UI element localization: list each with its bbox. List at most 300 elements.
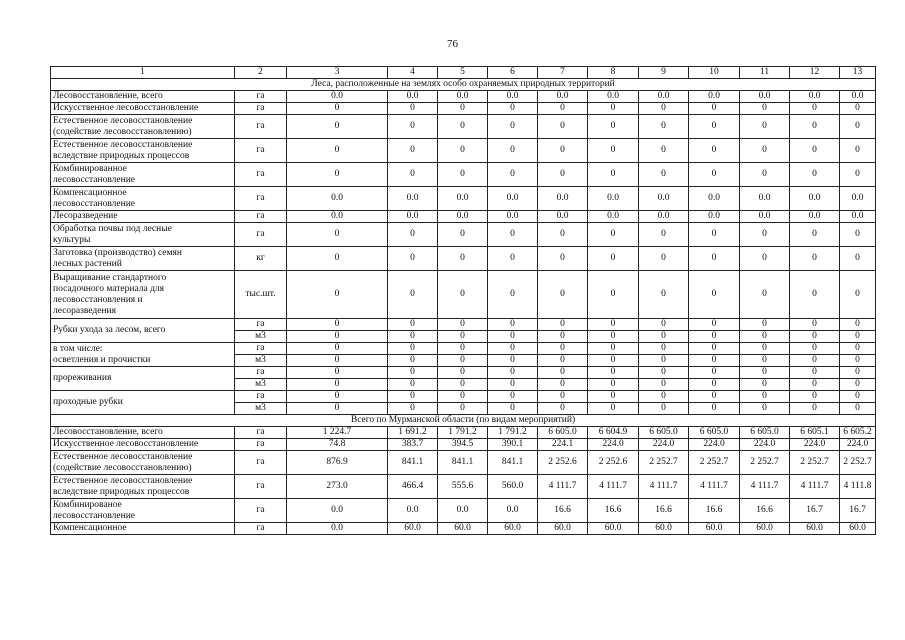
- table-row: [51, 103, 876, 115]
- table-row: [51, 367, 876, 379]
- value-cell: 16.6: [588, 499, 639, 523]
- value-cell: 0: [588, 319, 639, 331]
- value-cell: 0: [588, 223, 639, 247]
- table-row: [51, 115, 876, 139]
- value-cell: 466.4: [388, 475, 438, 499]
- value-cell: 6 605.1: [790, 427, 840, 439]
- value-cell: 60.0: [689, 523, 740, 535]
- value-cell: 0.0: [790, 91, 840, 103]
- column-number: 6: [488, 67, 538, 79]
- value-cell: 4 111.7: [689, 475, 740, 499]
- table-row: [51, 187, 876, 211]
- value-cell: 0: [840, 355, 876, 367]
- value-cell: 0: [388, 163, 438, 187]
- value-cell: 0.0: [488, 499, 538, 523]
- value-cell: 0: [488, 343, 538, 355]
- value-cell: 224.0: [588, 439, 639, 451]
- value-cell: 1 791.2: [438, 427, 488, 439]
- row-label-line: (содействие лесовосстановлению): [53, 126, 192, 137]
- row-label: [51, 343, 235, 367]
- value-cell: 841.1: [388, 451, 438, 475]
- value-cell: 0: [287, 247, 388, 271]
- value-cell: 0: [488, 403, 538, 415]
- unit-cell: га: [235, 319, 287, 331]
- row-label-line: проходные рубки: [53, 397, 123, 407]
- value-cell: 0: [639, 379, 689, 391]
- value-cell: 0: [438, 391, 488, 403]
- value-cell: 0.0: [639, 211, 689, 223]
- value-cell: 224.0: [790, 439, 840, 451]
- unit-cell: м3: [235, 379, 287, 391]
- column-number: 2: [235, 67, 287, 79]
- row-label-line: лесовосстановление: [53, 174, 136, 185]
- value-cell: 0: [488, 367, 538, 379]
- value-cell: 0: [438, 367, 488, 379]
- value-cell: 6 604.9: [588, 427, 639, 439]
- value-cell: 0: [840, 331, 876, 343]
- column-number: 13: [840, 67, 876, 79]
- value-cell: 0: [639, 271, 689, 319]
- column-number-row: [51, 67, 876, 79]
- column-number: 3: [287, 67, 388, 79]
- value-cell: 0: [588, 115, 639, 139]
- value-cell: 0: [840, 379, 876, 391]
- value-cell: 16.6: [689, 499, 740, 523]
- value-cell: 0: [588, 391, 639, 403]
- value-cell: 0: [790, 115, 840, 139]
- value-cell: 560.0: [488, 475, 538, 499]
- value-cell: 0: [840, 343, 876, 355]
- value-cell: 0: [840, 139, 876, 163]
- value-cell: 0: [538, 367, 588, 379]
- value-cell: 0: [689, 247, 740, 271]
- row-label-line: лесных растений: [53, 258, 122, 269]
- row-label: [51, 211, 235, 223]
- row-label: [51, 523, 235, 535]
- unit-cell: га: [235, 91, 287, 103]
- value-cell: 0: [790, 391, 840, 403]
- value-cell: 0.0: [538, 211, 588, 223]
- value-cell: 0: [438, 271, 488, 319]
- value-cell: 0.0: [488, 187, 538, 211]
- value-cell: 0: [388, 271, 438, 319]
- value-cell: 0: [740, 331, 790, 343]
- value-cell: 0: [488, 247, 538, 271]
- value-cell: 0: [588, 379, 639, 391]
- value-cell: 0: [388, 319, 438, 331]
- value-cell: 273.0: [287, 475, 388, 499]
- value-cell: 0: [438, 343, 488, 355]
- value-cell: 16.6: [538, 499, 588, 523]
- row-label-line: осветления и прочистки: [53, 354, 151, 365]
- forest-activities-table: [50, 66, 876, 535]
- value-cell: 0: [639, 355, 689, 367]
- value-cell: 16.6: [639, 499, 689, 523]
- row-label: [51, 247, 235, 271]
- value-cell: 0: [790, 163, 840, 187]
- value-cell: 6 605.0: [740, 427, 790, 439]
- value-cell: 0: [840, 391, 876, 403]
- value-cell: 0: [488, 379, 538, 391]
- value-cell: 0: [287, 331, 388, 343]
- value-cell: 0: [790, 319, 840, 331]
- value-cell: 0: [287, 403, 388, 415]
- row-label-line: Обработка почвы под лесные: [53, 223, 172, 234]
- row-label: [51, 451, 235, 475]
- value-cell: 0: [538, 103, 588, 115]
- table-row: [51, 91, 876, 103]
- value-cell: 0: [740, 163, 790, 187]
- value-cell: 0.0: [438, 91, 488, 103]
- table-row: [51, 523, 876, 535]
- value-cell: 0: [588, 343, 639, 355]
- value-cell: 0.0: [488, 91, 538, 103]
- value-cell: 0: [588, 331, 639, 343]
- unit-cell: га: [235, 223, 287, 247]
- column-number: 8: [588, 67, 639, 79]
- column-number: 9: [639, 67, 689, 79]
- section-title-row: [51, 79, 876, 91]
- value-cell: 60.0: [538, 523, 588, 535]
- value-cell: 0: [588, 103, 639, 115]
- row-label-line: (содействие лесовосстановлению): [53, 462, 192, 473]
- value-cell: 60.0: [588, 523, 639, 535]
- value-cell: 0.0: [840, 91, 876, 103]
- value-cell: 0: [790, 103, 840, 115]
- value-cell: 4 111.7: [790, 475, 840, 499]
- value-cell: 0: [488, 139, 538, 163]
- row-label: [51, 139, 235, 163]
- value-cell: 0: [538, 403, 588, 415]
- value-cell: 0: [639, 247, 689, 271]
- row-label-line: Комбинированое: [53, 499, 122, 510]
- value-cell: 0: [740, 139, 790, 163]
- value-cell: 4 111.7: [639, 475, 689, 499]
- value-cell: 0: [438, 331, 488, 343]
- table-row: [51, 223, 876, 247]
- value-cell: 0: [287, 271, 388, 319]
- column-number: 5: [438, 67, 488, 79]
- value-cell: 0.0: [488, 211, 538, 223]
- value-cell: 0: [388, 223, 438, 247]
- unit-cell: га: [235, 139, 287, 163]
- row-label-line: лесовосстановление: [53, 510, 136, 521]
- value-cell: 6 605.2: [840, 427, 876, 439]
- value-cell: 0: [639, 103, 689, 115]
- value-cell: 0: [740, 223, 790, 247]
- value-cell: 841.1: [488, 451, 538, 475]
- value-cell: 0: [689, 343, 740, 355]
- value-cell: 4 111.7: [740, 475, 790, 499]
- value-cell: 0: [287, 163, 388, 187]
- row-label-line: вследствие природных процессов: [53, 150, 190, 161]
- value-cell: 0: [287, 343, 388, 355]
- value-cell: 0: [790, 355, 840, 367]
- row-label-line: Лесовосстановление, всего: [53, 427, 163, 437]
- row-label-line: культуры: [53, 234, 91, 245]
- value-cell: 4 111.7: [588, 475, 639, 499]
- unit-cell: га: [235, 475, 287, 499]
- value-cell: 6 605.0: [639, 427, 689, 439]
- row-label-line: Естественное лесовосстановление: [53, 139, 193, 150]
- value-cell: 0: [639, 223, 689, 247]
- value-cell: 0: [538, 379, 588, 391]
- value-cell: 0.0: [287, 523, 388, 535]
- value-cell: 0: [790, 331, 840, 343]
- value-cell: 0.0: [287, 187, 388, 211]
- value-cell: 0.0: [588, 211, 639, 223]
- value-cell: 0.0: [287, 211, 388, 223]
- section-title: Всего по Мурманской области (по видам мероприятий): [51, 415, 876, 427]
- value-cell: 0: [388, 355, 438, 367]
- value-cell: 0: [689, 403, 740, 415]
- value-cell: 0: [840, 319, 876, 331]
- table-row: [51, 139, 876, 163]
- table-row: [51, 475, 876, 499]
- value-cell: 0.0: [740, 91, 790, 103]
- value-cell: 16.7: [790, 499, 840, 523]
- value-cell: 0: [840, 247, 876, 271]
- value-cell: 0: [689, 379, 740, 391]
- value-cell: 1 224.7: [287, 427, 388, 439]
- value-cell: 0: [538, 247, 588, 271]
- unit-cell: га: [235, 499, 287, 523]
- value-cell: 0.0: [438, 187, 488, 211]
- row-label: [51, 367, 235, 391]
- value-cell: 0: [438, 163, 488, 187]
- row-label: [51, 475, 235, 499]
- value-cell: 0.0: [840, 187, 876, 211]
- value-cell: 0: [438, 103, 488, 115]
- value-cell: 224.0: [639, 439, 689, 451]
- column-number: 11: [740, 67, 790, 79]
- unit-cell: м3: [235, 355, 287, 367]
- value-cell: 0: [840, 223, 876, 247]
- row-label: [51, 391, 235, 415]
- value-cell: 0: [438, 115, 488, 139]
- value-cell: 0: [639, 139, 689, 163]
- value-cell: 0: [287, 115, 388, 139]
- column-number: 1: [51, 67, 235, 79]
- value-cell: 60.0: [740, 523, 790, 535]
- value-cell: 6 605.0: [689, 427, 740, 439]
- row-label: [51, 439, 235, 451]
- value-cell: 0: [488, 331, 538, 343]
- page-number: 76: [447, 38, 458, 50]
- value-cell: 0.0: [740, 187, 790, 211]
- table-row: [51, 319, 876, 331]
- value-cell: 0: [488, 163, 538, 187]
- table-row: [51, 247, 876, 271]
- value-cell: 0.0: [639, 187, 689, 211]
- value-cell: 555.6: [438, 475, 488, 499]
- row-label: [51, 223, 235, 247]
- value-cell: 0: [438, 355, 488, 367]
- row-label-line: Компенсационное: [53, 523, 127, 533]
- value-cell: 2 252.7: [790, 451, 840, 475]
- value-cell: 6 605.0: [538, 427, 588, 439]
- row-label-line: Выращивание стандартного: [53, 272, 167, 283]
- row-label-line: в том числе:: [53, 343, 103, 354]
- value-cell: 0.0: [388, 499, 438, 523]
- row-label-line: лесоразведения: [53, 305, 116, 316]
- value-cell: 0: [689, 367, 740, 379]
- value-cell: 0: [488, 271, 538, 319]
- value-cell: 0: [287, 379, 388, 391]
- column-number: 4: [388, 67, 438, 79]
- value-cell: 0: [538, 355, 588, 367]
- value-cell: 0: [388, 403, 438, 415]
- value-cell: 0: [488, 115, 538, 139]
- column-number: 10: [689, 67, 740, 79]
- value-cell: 0: [689, 355, 740, 367]
- row-label-line: Лесоразведение: [53, 211, 118, 221]
- value-cell: 0: [790, 271, 840, 319]
- value-cell: 0: [689, 271, 740, 319]
- value-cell: 0.0: [538, 187, 588, 211]
- row-label-line: лесовосстановления и: [53, 294, 143, 305]
- row-label: [51, 91, 235, 103]
- value-cell: 0: [689, 103, 740, 115]
- value-cell: 2 252.6: [588, 451, 639, 475]
- value-cell: 0: [538, 343, 588, 355]
- unit-cell: га: [235, 343, 287, 355]
- value-cell: 0: [538, 331, 588, 343]
- value-cell: 0: [639, 367, 689, 379]
- value-cell: 0.0: [388, 187, 438, 211]
- unit-cell: га: [235, 523, 287, 535]
- unit-cell: га: [235, 367, 287, 379]
- value-cell: 0: [488, 355, 538, 367]
- value-cell: 0: [388, 391, 438, 403]
- row-label: [51, 427, 235, 439]
- value-cell: 0: [840, 163, 876, 187]
- unit-cell: м3: [235, 403, 287, 415]
- value-cell: 0.0: [790, 211, 840, 223]
- value-cell: 0: [388, 331, 438, 343]
- value-cell: 0: [538, 163, 588, 187]
- value-cell: 0.0: [588, 91, 639, 103]
- value-cell: 0.0: [438, 211, 488, 223]
- value-cell: 2 252.7: [689, 451, 740, 475]
- value-cell: 0: [639, 163, 689, 187]
- value-cell: 0: [639, 331, 689, 343]
- value-cell: 16.7: [840, 499, 876, 523]
- value-cell: 0: [588, 367, 639, 379]
- unit-cell: га: [235, 211, 287, 223]
- row-label-line: вследствие природных процессов: [53, 486, 190, 497]
- unit-cell: га: [235, 115, 287, 139]
- value-cell: 0: [287, 103, 388, 115]
- row-label: [51, 115, 235, 139]
- unit-cell: га: [235, 439, 287, 451]
- value-cell: 0: [740, 271, 790, 319]
- value-cell: 0.0: [438, 499, 488, 523]
- value-cell: 0: [689, 223, 740, 247]
- value-cell: 2 252.7: [740, 451, 790, 475]
- row-label: [51, 163, 235, 187]
- value-cell: 0: [740, 391, 790, 403]
- value-cell: 60.0: [639, 523, 689, 535]
- value-cell: 0: [740, 115, 790, 139]
- value-cell: 60.0: [438, 523, 488, 535]
- value-cell: 0: [790, 403, 840, 415]
- table-row: [51, 343, 876, 355]
- value-cell: 224.0: [740, 439, 790, 451]
- value-cell: 0.0: [287, 91, 388, 103]
- unit-cell: га: [235, 163, 287, 187]
- value-cell: 0: [639, 343, 689, 355]
- value-cell: 0: [438, 379, 488, 391]
- unit-cell: га: [235, 451, 287, 475]
- value-cell: 0: [790, 379, 840, 391]
- value-cell: 383.7: [388, 439, 438, 451]
- value-cell: 0: [639, 319, 689, 331]
- value-cell: 224.1: [538, 439, 588, 451]
- value-cell: 0: [840, 271, 876, 319]
- value-cell: 390.1: [488, 439, 538, 451]
- value-cell: 0: [538, 271, 588, 319]
- value-cell: 0: [840, 115, 876, 139]
- value-cell: 4 111.7: [538, 475, 588, 499]
- value-cell: 0: [287, 391, 388, 403]
- value-cell: 0.0: [689, 187, 740, 211]
- table-row: [51, 271, 876, 319]
- value-cell: 0: [639, 391, 689, 403]
- row-label-line: Искусственное лесовосстановление: [53, 439, 199, 449]
- value-cell: 0.0: [388, 91, 438, 103]
- row-label-line: Искусственное лесовосстановление: [53, 103, 199, 113]
- value-cell: 0: [588, 271, 639, 319]
- value-cell: 0: [588, 139, 639, 163]
- value-cell: 74.8: [287, 439, 388, 451]
- row-label-line: Комбинированное: [53, 163, 127, 174]
- row-label-line: посадочного материала для: [53, 283, 165, 294]
- unit-cell: га: [235, 427, 287, 439]
- row-label-line: Естественное лесовосстановление: [53, 475, 193, 486]
- value-cell: 0: [538, 223, 588, 247]
- value-cell: 0.0: [790, 187, 840, 211]
- value-cell: 0: [790, 139, 840, 163]
- value-cell: 0: [689, 391, 740, 403]
- value-cell: 0: [740, 355, 790, 367]
- table-row: [51, 427, 876, 439]
- value-cell: 0: [740, 319, 790, 331]
- value-cell: 0: [538, 319, 588, 331]
- value-cell: 0: [488, 319, 538, 331]
- value-cell: 0: [588, 403, 639, 415]
- value-cell: 0.0: [639, 91, 689, 103]
- row-label-line: лесовосстановление: [53, 198, 136, 209]
- row-label-line: Естественное лесовосстановление: [53, 451, 193, 462]
- section-title: Леса, расположенные на землях особо охраняемых природных территорий: [51, 79, 876, 91]
- value-cell: 0: [588, 163, 639, 187]
- value-cell: 0: [588, 247, 639, 271]
- table-row: [51, 211, 876, 223]
- value-cell: 0: [790, 247, 840, 271]
- table-row: [51, 439, 876, 451]
- value-cell: 0: [740, 247, 790, 271]
- value-cell: 60.0: [790, 523, 840, 535]
- value-cell: 0: [689, 331, 740, 343]
- table-row: [51, 451, 876, 475]
- value-cell: 876.9: [287, 451, 388, 475]
- row-label-line: прореживания: [53, 373, 112, 383]
- row-label-line: Рубки ухода за лесом, всего: [53, 325, 166, 335]
- value-cell: 0.0: [840, 211, 876, 223]
- row-label: [51, 319, 235, 343]
- value-cell: 0: [287, 355, 388, 367]
